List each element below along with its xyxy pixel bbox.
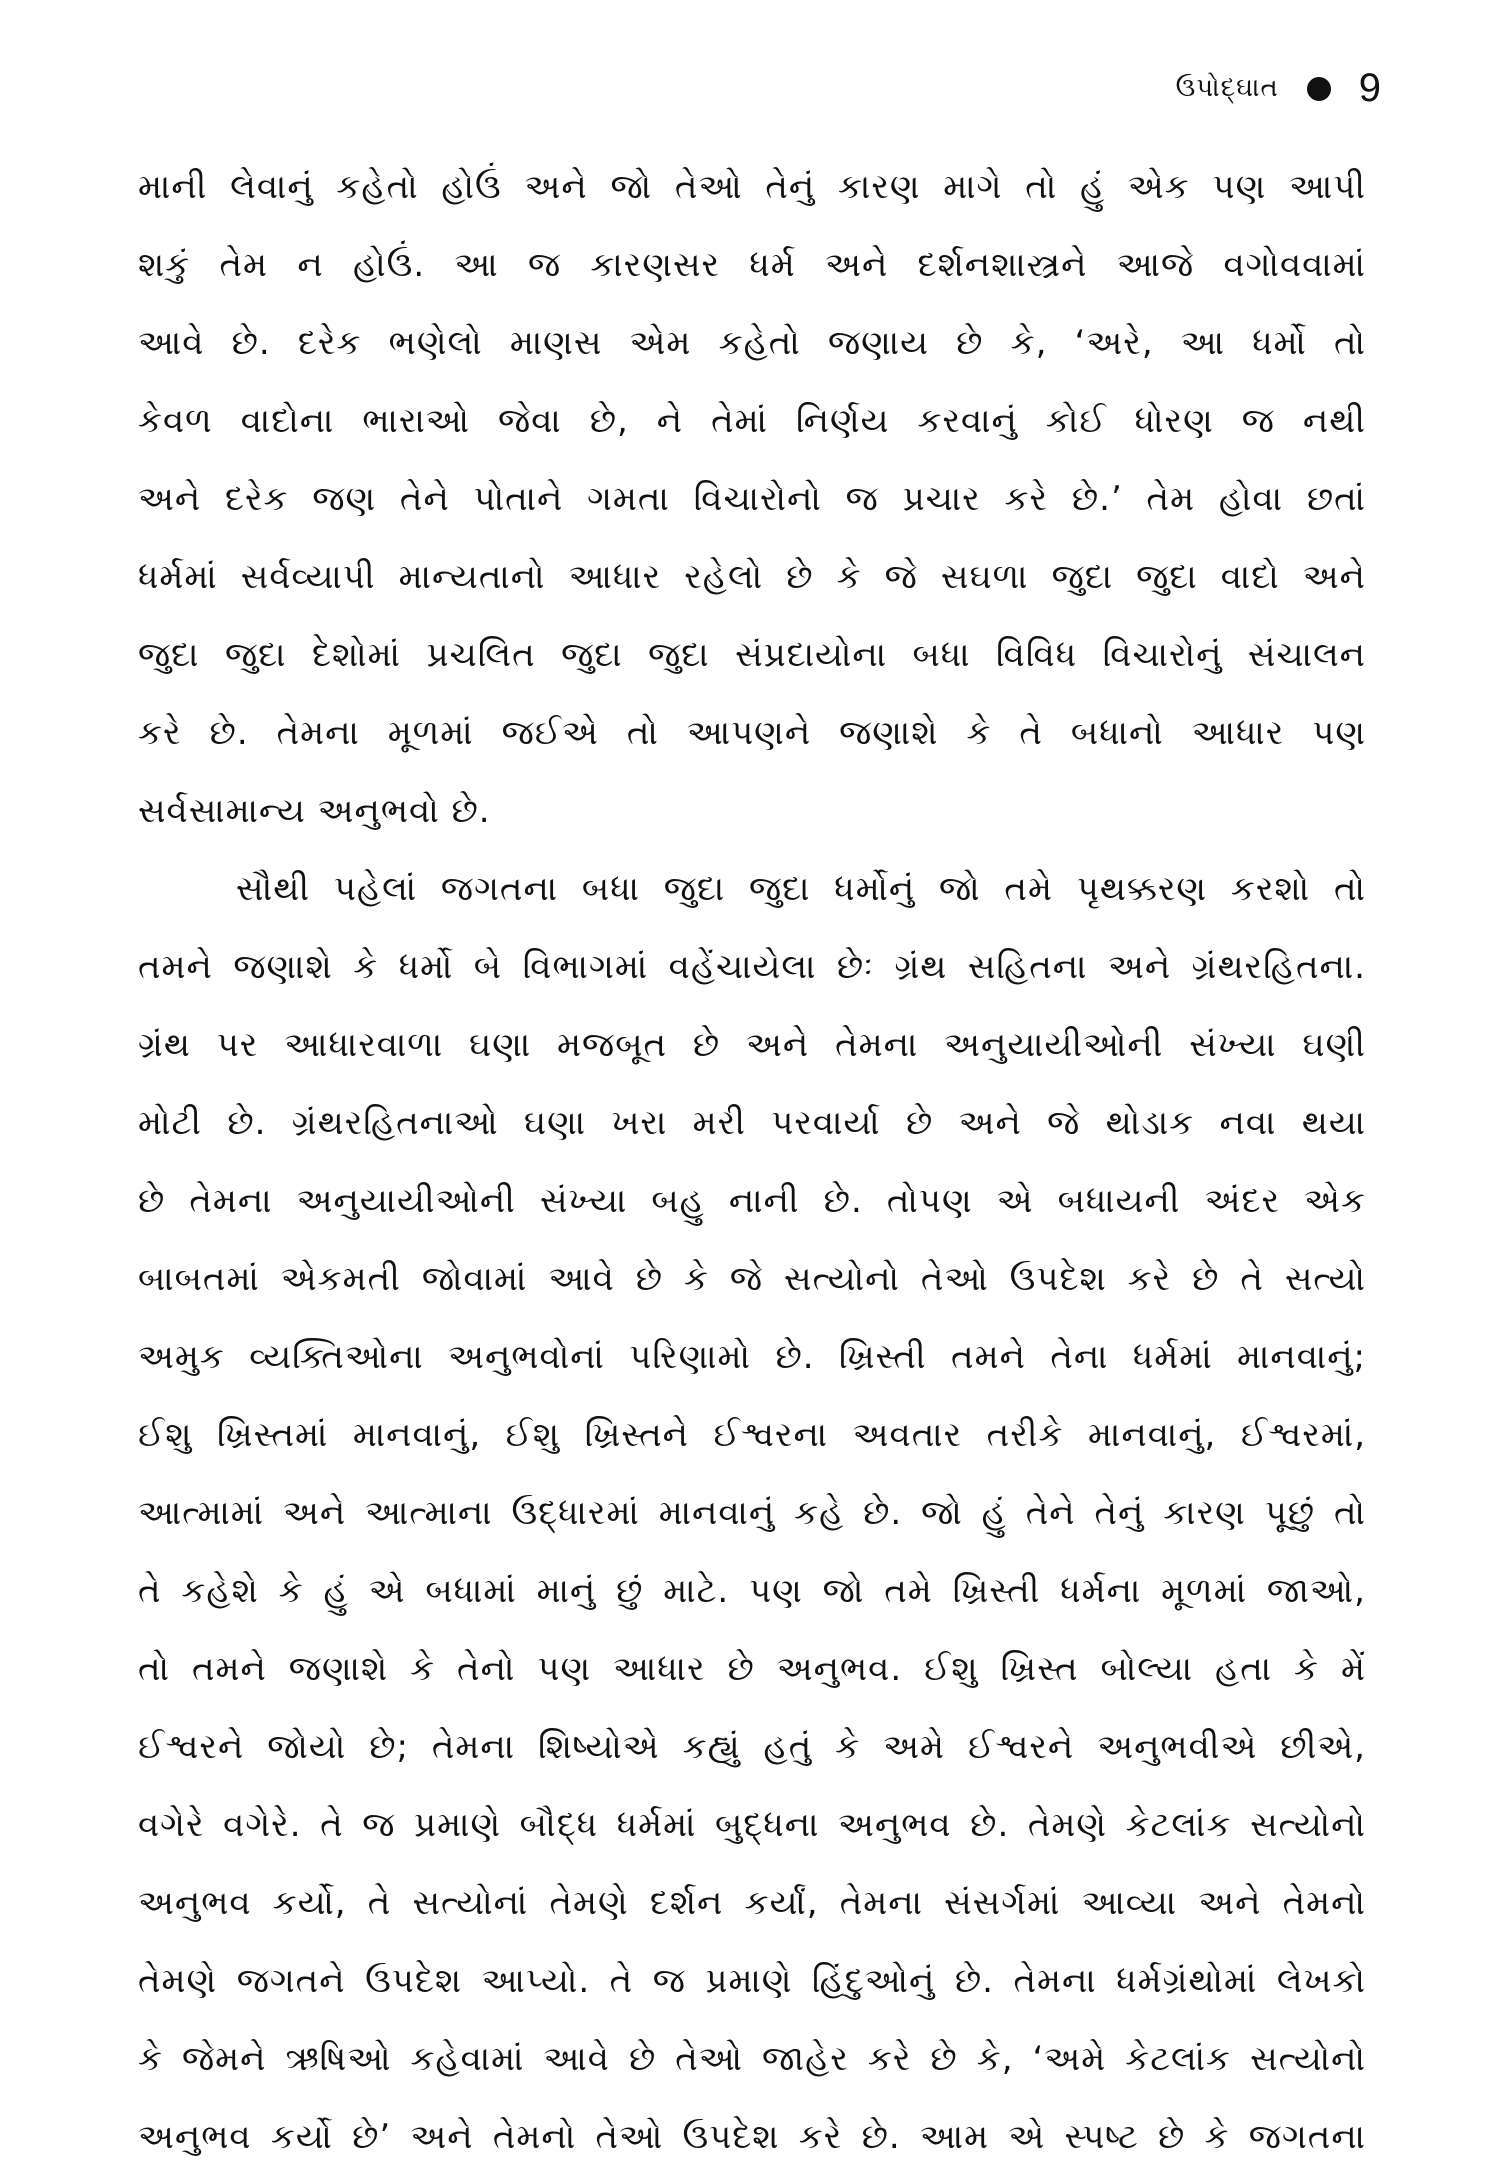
- text-line: અનુભવ કર્યો છે’ અને તેમનો તેઓ ઉપદેશ કરે છે. આમ એ સ્પષ્ટ છે કે જગતના: [138, 2117, 1366, 2157]
- text-line: અને દરેક જણ તેને પોતાને ગમતા વિચારોનો જ પ્રચાર કરે છે.’ તેમ હોવા છતાં: [138, 479, 1366, 519]
- bullet-dot-icon: [1307, 77, 1331, 101]
- text-line: કે જેમને ઋષિઓ કહેવામાં આવે છે તેઓ જાહેર કરે છે કે, ‘અમે કેટલાંક સત્યોનો: [138, 2039, 1366, 2079]
- text-line: જુદા જુદા દેશોમાં પ્રચલિત જુદા જુદા સંપ્રદાયોના બધા વિવિધ વિચારોનું સંચાલન: [138, 635, 1366, 675]
- text-line: વગેરે વગેરે. તે જ પ્રમાણે બૌદ્ધ ધર્મમાં બુદ્ધના અનુભવ છે. તેમણે કેટલાંક સત્યોનો: [138, 1805, 1366, 1845]
- text-line: સર્વસામાન્ય અનુભવો છે.: [138, 791, 491, 831]
- text-line: શકું તેમ ન હોઉં. આ જ કારણસર ધર્મ અને દર્શનશાસ્ત્રને આજે વગોવવામાં: [138, 245, 1366, 285]
- text-line: છે તેમના અનુયાયીઓની સંખ્યા બહુ નાની છે. તોપણ એ બધાયની અંદર એક: [138, 1181, 1366, 1221]
- text-line: ગ્રંથ પર આધારવાળા ઘણા મજબૂત છે અને તેમના અનુયાયીઓની સંખ્યા ઘણી: [138, 1025, 1366, 1065]
- text-line: તે કહેશે કે હું એ બધામાં માનું છું માટે. પણ જો તમે ખ્રિસ્તી ધર્મના મૂળમાં જાઓ,: [138, 1571, 1366, 1611]
- running-title: ઉપોદ્ઘાત: [1175, 73, 1279, 103]
- paragraph-2: [138, 850, 1366, 2176]
- text-line: અમુક વ્યક્તિઓના અનુભવોનાં પરિણામો છે. ખ્રિસ્તી તમને તેના ધર્મમાં માનવાનું;: [138, 1337, 1366, 1377]
- body-text: [138, 148, 1366, 2176]
- text-line: કરે છે. તેમના મૂળમાં જઈએ તો આપણને જણાશે કે તે બધાનો આધાર પણ: [138, 713, 1366, 753]
- text-line: અનુભવ કર્યો, તે સત્યોનાં તેમણે દર્શન કર્યાં, તેમના સંસર્ગમાં આવ્યા અને તેમનો: [138, 1883, 1366, 1923]
- text-line: આવે છે. દરેક ભણેલો માણસ એમ કહેતો જણાય છે કે, ‘અરે, આ ધર્મો તો: [138, 323, 1366, 363]
- page-number: 9: [1358, 66, 1382, 110]
- text-line: મોટી છે. ગ્રંથરહિતનાઓ ઘણા ખરા મરી પરવાર્યા છે અને જે થોડાક નવા થયા: [138, 1103, 1366, 1143]
- paragraph-1: [138, 148, 1366, 850]
- text-line: તો તમને જણાશે કે તેનો પણ આધાર છે અનુભવ. ઈશુ ખ્રિસ્ત બોલ્યા હતા કે મેં: [138, 1649, 1366, 1689]
- text-line: તમને જણાશે કે ધર્મો બે વિભાગમાં વહેંચાયેલા છેઃ ગ્રંથ સહિતના અને ગ્રંથરહિતના.: [138, 947, 1366, 987]
- running-header: [1176, 66, 1382, 111]
- text-line: તેમણે જગતને ઉપદેશ આપ્યો. તે જ પ્રમાણે હિંદુઓનું છે. તેમના ધર્મગ્રંથોમાં લેખકો: [138, 1961, 1366, 2001]
- text-line: ધર્મમાં સર્વવ્યાપી માન્યતાનો આધાર રહેલો છે કે જે સઘળા જુદા જુદા વાદો અને: [138, 557, 1366, 597]
- text-line: બાબતમાં એકમતી જોવામાં આવે છે કે જે સત્યોનો તેઓ ઉપદેશ કરે છે તે સત્યો: [138, 1259, 1366, 1299]
- text-line: ઈશ્વરને જોયો છે; તેમના શિષ્યોએ કહ્યું હતું કે અમે ઈશ્વરને અનુભવીએ છીએ,: [138, 1727, 1366, 1767]
- text-line: માની લેવાનું કહેતો હોઉં અને જો તેઓ તેનું કારણ માગે તો હું એક પણ આપી: [138, 167, 1366, 207]
- text-line: સૌથી પહેલાં જગતના બધા જુદા જુદા ધર્મોનું જો તમે પૃથક્કરણ કરશો તો: [236, 869, 1366, 909]
- text-line: આત્મામાં અને આત્માના ઉદ્ધારમાં માનવાનું કહે છે. જો હું તેને તેનું કારણ પૂછું તો: [138, 1493, 1366, 1533]
- text-line: કેવળ વાદોના ભારાઓ જેવા છે, ને તેમાં નિર્ણય કરવાનું કોઈ ધોરણ જ નથી: [138, 401, 1366, 441]
- text-line: ઈશુ ખ્રિસ્તમાં માનવાનું, ઈશુ ખ્રિસ્તને ઈશ્વરના અવતાર તરીકે માનવાનું, ઈશ્વરમાં,: [138, 1415, 1366, 1455]
